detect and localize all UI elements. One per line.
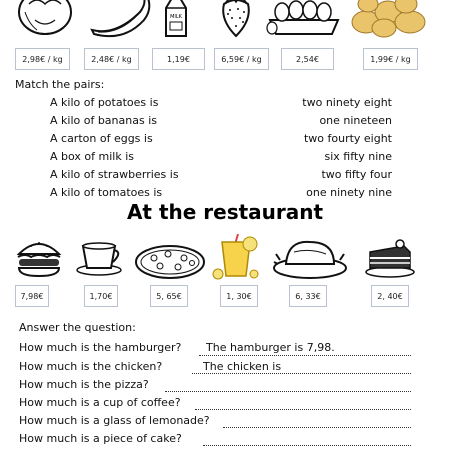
match-heading: Match the pairs: bbox=[15, 78, 105, 91]
match-answer: one ninety nine bbox=[306, 186, 392, 199]
answer-text: The hamburger is 7,98. bbox=[206, 341, 335, 354]
answer-line[interactable] bbox=[192, 373, 411, 374]
price-tag-hamburger: 7,98€ bbox=[15, 285, 49, 307]
pizza-picture bbox=[134, 244, 206, 280]
question-text: How much is the chicken? bbox=[19, 360, 163, 373]
price-tag-bananas: 2,48€ / kg bbox=[84, 48, 139, 70]
price-tag-potatoes: 1,99€ / kg bbox=[363, 48, 418, 70]
milk-carton-picture bbox=[162, 0, 190, 38]
match-phrase: A box of milk is bbox=[50, 150, 134, 163]
question-text: How much is a glass of lemonade? bbox=[19, 414, 210, 427]
roast-chicken-picture bbox=[272, 236, 348, 280]
match-answer: six fifty nine bbox=[324, 150, 392, 163]
match-answer: two ninety eight bbox=[302, 96, 392, 109]
section-title: At the restaurant bbox=[126, 200, 324, 224]
price-tag-eggs: 2,54€ bbox=[281, 48, 334, 70]
coffee-cup-picture bbox=[75, 240, 123, 276]
question-text: How much is the pizza? bbox=[19, 378, 149, 391]
answer-line[interactable] bbox=[223, 427, 411, 428]
questions-heading: Answer the question: bbox=[19, 321, 136, 334]
tomato-picture bbox=[15, 0, 75, 38]
strawberry-picture bbox=[218, 0, 254, 38]
match-phrase: A kilo of bananas is bbox=[50, 114, 157, 127]
match-phrase: A carton of eggs is bbox=[50, 132, 153, 145]
price-tag-lemonade: 1, 30€ bbox=[220, 285, 258, 307]
price-tag-milk: 1,19€ bbox=[152, 48, 205, 70]
match-answer: two fourty eight bbox=[303, 132, 392, 145]
answer-line[interactable] bbox=[165, 391, 411, 392]
answer-line[interactable] bbox=[195, 409, 411, 410]
hamburger-picture bbox=[15, 236, 63, 278]
match-phrase: A kilo of potatoes is bbox=[50, 96, 159, 109]
price-tag-pizza: 5, 65€ bbox=[150, 285, 188, 307]
match-answer: two fifty four bbox=[321, 168, 392, 181]
price-tag-tomatoes: 2,98€ / kg bbox=[15, 48, 70, 70]
banana-picture bbox=[88, 0, 152, 38]
question-text: How much is a piece of cake? bbox=[19, 432, 182, 445]
match-phrase: A kilo of strawberries is bbox=[50, 168, 179, 181]
answer-line[interactable] bbox=[199, 355, 411, 356]
price-tag-coffee: 1,70€ bbox=[84, 285, 118, 307]
potatoes-picture bbox=[350, 0, 430, 38]
price-tag-cake: 2, 40€ bbox=[371, 285, 409, 307]
svg-text:MILK: MILK bbox=[170, 14, 182, 20]
price-tag-strawberries: 6,59€ / kg bbox=[214, 48, 269, 70]
lemonade-picture bbox=[210, 234, 260, 280]
answer-line[interactable] bbox=[203, 445, 411, 446]
match-phrase: A kilo of tomatoes is bbox=[50, 186, 163, 199]
question-text: How much is the hamburger? bbox=[19, 341, 182, 354]
answer-text: The chicken is bbox=[203, 360, 282, 373]
price-tag-chicken: 6, 33€ bbox=[289, 285, 327, 307]
eggs-picture bbox=[268, 0, 340, 38]
question-text: How much is a cup of coffee? bbox=[19, 396, 181, 409]
cake-picture bbox=[364, 236, 416, 278]
match-answer: one nineteen bbox=[319, 114, 392, 127]
